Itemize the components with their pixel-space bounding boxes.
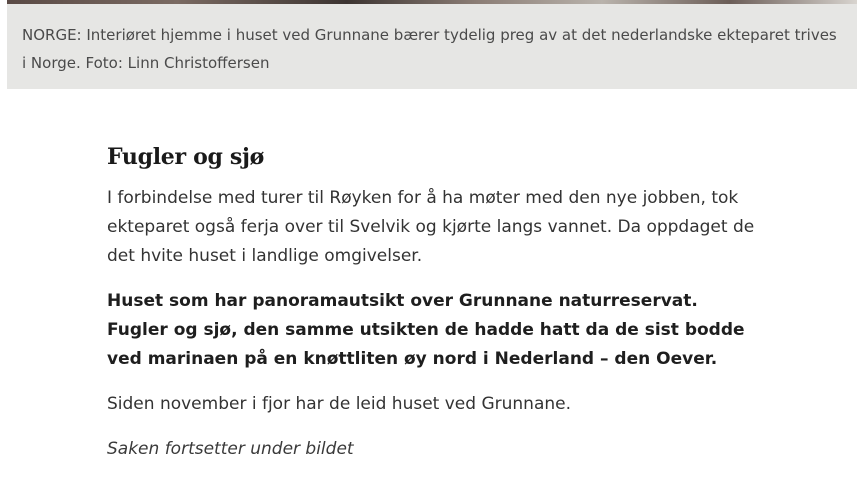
article-lead-paragraph: Huset som har panoramautsikt over Grunnane naturreservat. Fugler og sjø, den samme utsikten de hadde hatt da de sist bodde ved marinaen på en knøttliten øy nord i Nederland – den Oever. (107, 291, 745, 369)
section-heading: Fugler og sjø (107, 144, 265, 170)
article-paragraph: I forbindelse med turer til Røyken for å ha møter med den nye jobben, tok ekteparet også ferja over til Svelvik og kjørte langs vannet. Da oppdaget de det hvite huset i landlige omgivelser. (107, 188, 755, 266)
photo-caption (7, 4, 857, 89)
photo-caption-text: NORGE: Interiøret hjemme i huset ved Grunnane bærer tydelig preg av at det nederlandske ekteparet trives i Norge. Foto: Linn Christoffersen (22, 26, 837, 72)
article-paragraph: Siden november i fjor har de leid huset ved Grunnane. (107, 394, 571, 414)
article-body (107, 140, 757, 464)
continuation-note: Saken fortsetter under bildet (107, 439, 354, 459)
